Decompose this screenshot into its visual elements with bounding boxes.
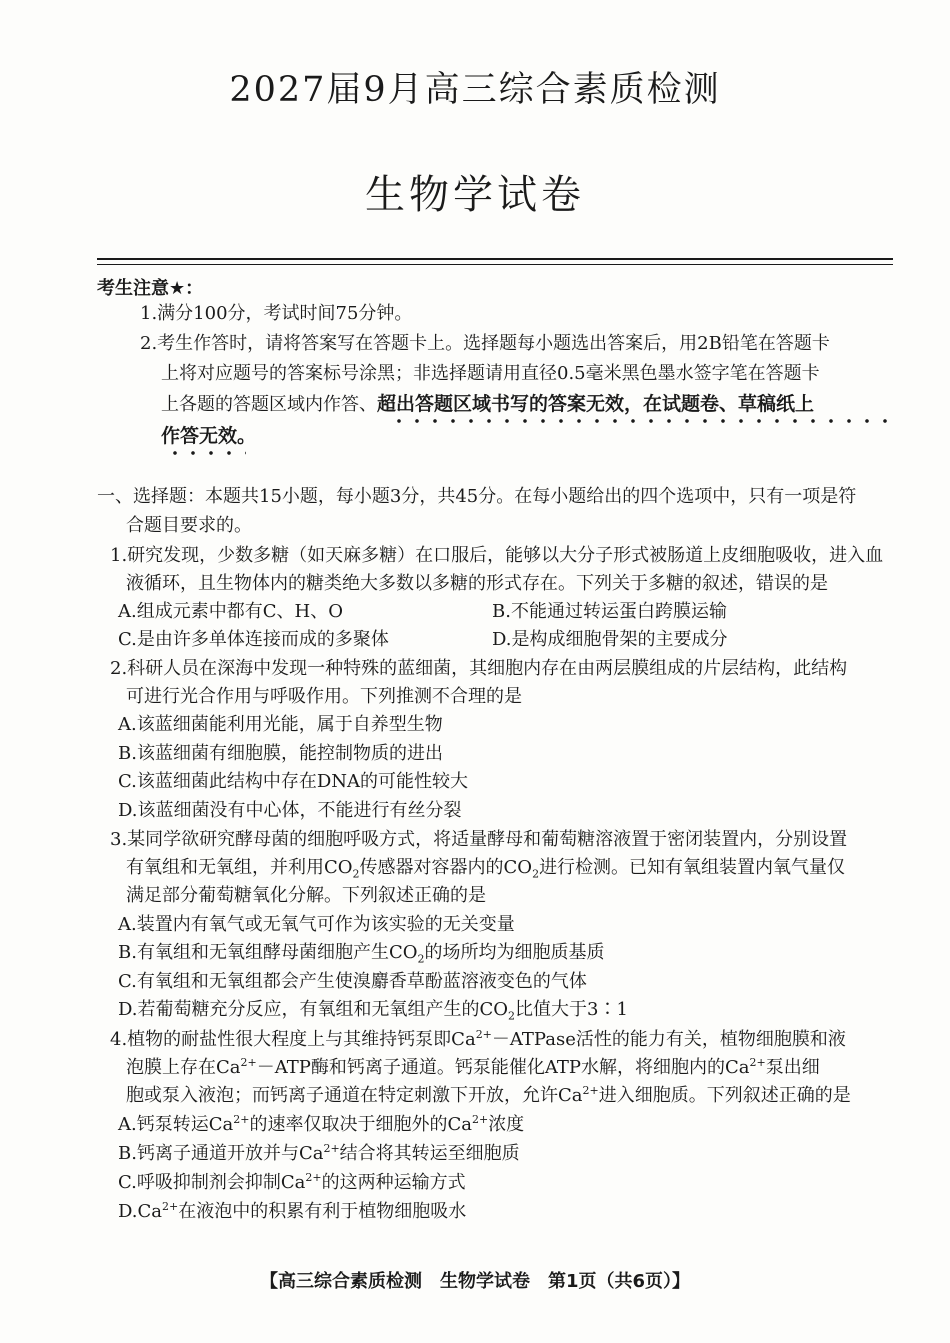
- q4-option-a: [118, 1113, 524, 1137]
- q4-stem-text: 进入细胞质。下列叙述正确的是: [598, 1085, 851, 1106]
- q4-stem-text: 泡膜上存在Ca: [126, 1057, 241, 1078]
- subscript: 2: [417, 952, 425, 966]
- q4-option-text: D.Ca: [118, 1201, 163, 1222]
- q3-option-text: D.若葡萄糖充分反应，有氧组和无氧组产生的CO: [118, 999, 509, 1020]
- q1-option-c: C.是由许多单体连接而成的多聚体: [118, 629, 389, 650]
- q3-option-a: A.装置内有氧气或无氧气可作为该实验的无关变量: [118, 914, 515, 935]
- q4-option-text: 的速率仅取决于细胞外的Ca: [249, 1114, 472, 1135]
- superscript: 2+: [323, 1142, 340, 1155]
- section-heading-line-1: 一、选择题：本题共15小题，每小题3分，共45分。在每小题给出的四个选项中，只有一项是符: [97, 486, 857, 507]
- q1-stem-line-1: 1.研究发现，少数多糖（如天麻多糖）在口服后，能够以大分子形式被肠道上皮细胞吸收，进入血: [110, 545, 884, 566]
- q3-option-text: 比值大于3∶1: [515, 999, 628, 1020]
- q4-option-text: A.钙泵转运Ca: [118, 1114, 234, 1135]
- q3-stem-text: 传感器对容器内的CO: [359, 857, 533, 878]
- q4-option-d: [118, 1200, 466, 1224]
- q3-stem-text: 有氧组和无氧组，并利用CO: [126, 857, 353, 878]
- q4-option-text: 在液泡中的积累有利于植物细胞吸水: [178, 1201, 467, 1222]
- q4-stem-text: 4.植物的耐盐性很大程度上与其维持钙泵即Ca: [110, 1029, 476, 1050]
- notice-item-2-line-4: 作答无效。: [161, 425, 257, 447]
- q3-option-c: C.有氧组和无氧组都会产生使溴麝香草酚蓝溶液变色的气体: [118, 971, 587, 992]
- superscript: 2+: [749, 1056, 766, 1069]
- q3-stem-line-2: [126, 856, 845, 880]
- subscript: 2: [352, 867, 360, 881]
- q4-option-text: 结合将其转运至细胞质: [339, 1143, 520, 1164]
- notice-emphasis-text: 超出答题区域书写的答案无效，在试题卷、草稿纸上: [377, 393, 815, 415]
- superscript: 2+: [582, 1084, 599, 1097]
- q4-stem-line-3: [126, 1084, 851, 1108]
- subscript: 2: [532, 867, 540, 881]
- notice-item-2-line-2: 上将对应题号的答案标号涂黑；非选择题请用直径0.5毫米黑色墨水签字笔在答题卡: [161, 363, 820, 384]
- q1-stem-line-2: 液循环，且生物体内的糖类绝大多数以多糖的形式存在。下列关于多糖的叙述，错误的是: [126, 573, 828, 594]
- superscript: 2+: [475, 1028, 492, 1041]
- q1-option-b: B.不能通过转运蛋白跨膜运输: [492, 601, 727, 622]
- superscript: 2+: [162, 1200, 179, 1213]
- notice-normal-text: 上各题的答题区域内作答、: [161, 394, 377, 415]
- q3-option-text: B.有氧组和无氧组酵母菌细胞产生CO: [118, 942, 418, 963]
- q3-option-text: 的场所均为细胞质基质: [424, 942, 605, 963]
- q4-stem-text: 胞或泵入液泡；而钙离子通道在特定刺激下开放，允许Ca: [126, 1085, 583, 1106]
- exam-title: 2027届9月高三综合素质检测: [229, 70, 721, 110]
- q2-stem-line-1: 2.科研人员在深海中发现一种特殊的蓝细菌，其细胞内存在由两层膜组成的片层结构，此结构: [110, 658, 848, 679]
- superscript: 2+: [240, 1056, 257, 1069]
- q4-option-text: B.钙离子通道开放并与Ca: [118, 1143, 324, 1164]
- q4-option-text: 浓度: [488, 1114, 525, 1135]
- q4-option-c: [118, 1171, 466, 1195]
- q4-stem-line-2: [126, 1056, 820, 1080]
- q3-stem-text: 进行检测。已知有氧组装置内氧气量仅: [539, 857, 846, 878]
- q2-option-b: B.该蓝细菌有细胞膜，能控制物质的进出: [118, 743, 443, 764]
- subscript: 2: [508, 1009, 516, 1023]
- q1-option-d: D.是构成细胞骨架的主要成分: [492, 629, 728, 650]
- q4-stem-text: －ATPase活性的能力有关，植物细胞膜和液: [491, 1029, 846, 1050]
- q3-stem-line-3: 满足部分葡萄糖氧化分解。下列叙述正确的是: [126, 885, 486, 906]
- notice-heading: 考生注意★：: [97, 278, 204, 299]
- q2-option-a: A.该蓝细菌能利用光能，属于自养型生物: [118, 714, 443, 735]
- notice-item-2-line-1: 2.考生作答时，请将答案写在答题卡上。选择题每小题选出答案后，用2B铅笔在答题卡: [140, 333, 830, 354]
- q4-stem-text: 泵出细: [765, 1057, 820, 1078]
- header-divider-thin: [97, 264, 893, 265]
- q4-option-text: C.呼吸抑制剂会抑制Ca: [118, 1172, 306, 1193]
- emphasis-dots: [166, 450, 246, 456]
- q2-option-d: D.该蓝细菌没有中心体，不能进行有丝分裂: [118, 800, 462, 821]
- q3-option-b: [118, 941, 604, 965]
- q4-stem-text: －ATP酶和钙离子通道。钙泵能催化ATP水解，将细胞内的Ca: [256, 1057, 750, 1078]
- q2-option-c: C.该蓝细菌此结构中存在DNA的可能性较大: [118, 771, 469, 792]
- header-divider-thick: [97, 258, 893, 260]
- q2-stem-line-2: 可进行光合作用与呼吸作用。下列推测不合理的是: [126, 686, 522, 707]
- notice-item-2-line-3: [161, 392, 814, 417]
- page-footer: 【高三综合素质检测 生物学试卷 第1页（共6页）】: [259, 1271, 691, 1292]
- notice-item-1: 1.满分100分，考试时间75分钟。: [140, 303, 413, 324]
- superscript: 2+: [233, 1113, 250, 1126]
- q3-stem-line-1: 3.某同学欲研究酵母菌的细胞呼吸方式，将适量酵母和葡萄糖溶液置于密闭装置内，分别设置: [110, 829, 848, 850]
- q4-option-b: [118, 1142, 520, 1166]
- exam-subject-title: 生物学试卷: [365, 172, 585, 218]
- emphasis-dots: [390, 418, 890, 424]
- q3-option-d: [118, 998, 628, 1022]
- q1-option-a: A.组成元素中都有C、H、O: [118, 601, 343, 622]
- section-heading-line-2: 合题目要求的。: [126, 515, 252, 536]
- q4-option-text: 的这两种运输方式: [321, 1172, 466, 1193]
- superscript: 2+: [305, 1171, 322, 1184]
- superscript: 2+: [471, 1113, 489, 1126]
- q4-stem-line-1: [110, 1028, 846, 1052]
